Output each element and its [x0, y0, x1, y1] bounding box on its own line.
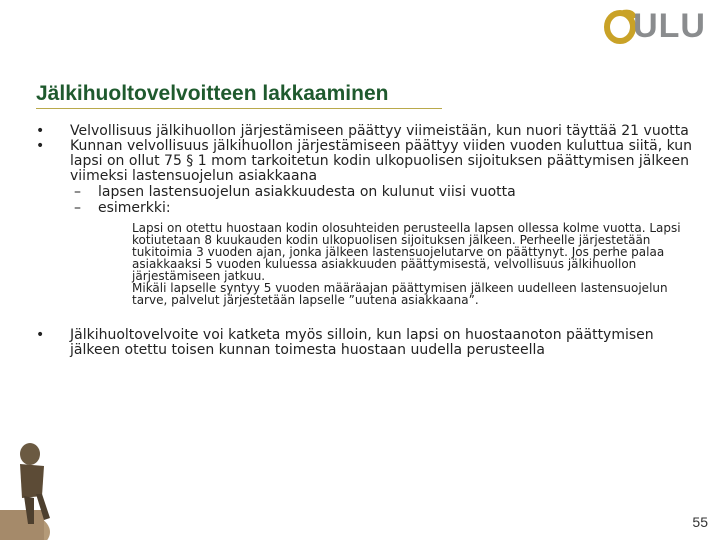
dash-marker: – [74, 200, 81, 216]
oulu-logo [603, 8, 706, 44]
bullet-item [36, 139, 696, 184]
bullet-marker: • [36, 138, 45, 154]
bullet-text: Jälkihuoltovelvoite voi katketa myös silloin, kun lapsi on huostaanoton päättymisen jälkeen otettu toisen kunnan toimesta huostaan uudella perusteella [70, 327, 654, 358]
sub-bullet-text: esimerkki: [98, 200, 171, 216]
sub-bullet-item [36, 184, 696, 200]
statue-photo-icon [0, 424, 66, 540]
logo-text: ULU [633, 7, 706, 45]
slide-content [36, 124, 696, 358]
example-paragraph: Mikäli lapselle syntyy 5 vuoden määräajan päättymisen jälkeen uudelleen lastensuojelun tarve, palvelut järjestetään lapselle ”uutena asiakkaana”. [132, 281, 668, 307]
page-number: 55 [692, 514, 708, 530]
bullet-marker: • [36, 327, 45, 343]
bullet-text: Velvollisuus jälkihuollon järjestämiseen päättyy viimeistään, kun nuori täyttää 21 vuotta [70, 123, 689, 139]
bullet-item [36, 124, 696, 139]
title-underline [36, 108, 442, 109]
slide-title: Jälkihuoltovelvoitteen lakkaaminen [36, 82, 389, 105]
sub-bullet-item [36, 200, 696, 216]
bullet-text: Kunnan velvollisuus jälkihuollon järjestämiseen päättyy viiden vuoden kuluttua siitä, kun lapsi on ollut 75 § 1 mom tarkoitetun kodin ulkopuolisen sijoituksen päättymisen jälkeen viimeksi lastensuojelun asiakkaana [70, 138, 693, 184]
bullet-item [36, 328, 696, 358]
bullet-marker: • [36, 123, 45, 139]
example-paragraph: Lapsi on otettu huostaan kodin olosuhteiden perusteella lapsen ollessa kolme vuotta. Lapsi kotiutetaan 8 kuukauden kodin ulkopuolisen sijoituksen jälkeen. Perheelle järjestetään tukitoimia 3 vuoden ajan, jonka jälkeen lastensuojelutarve on päättynyt. Jos perhe palaa asiakkaaksi 5 vuoden kuluessa asiakkuuden päättymisestä, velvollisuus jälkihuollon järjestämiseen jatkuu. [132, 221, 681, 283]
sub-bullet-text: lapsen lastensuojelun asiakkuudesta on kulunut viisi vuotta [98, 184, 516, 200]
oulu-logo-icon [603, 8, 637, 44]
dash-marker: – [74, 184, 81, 200]
